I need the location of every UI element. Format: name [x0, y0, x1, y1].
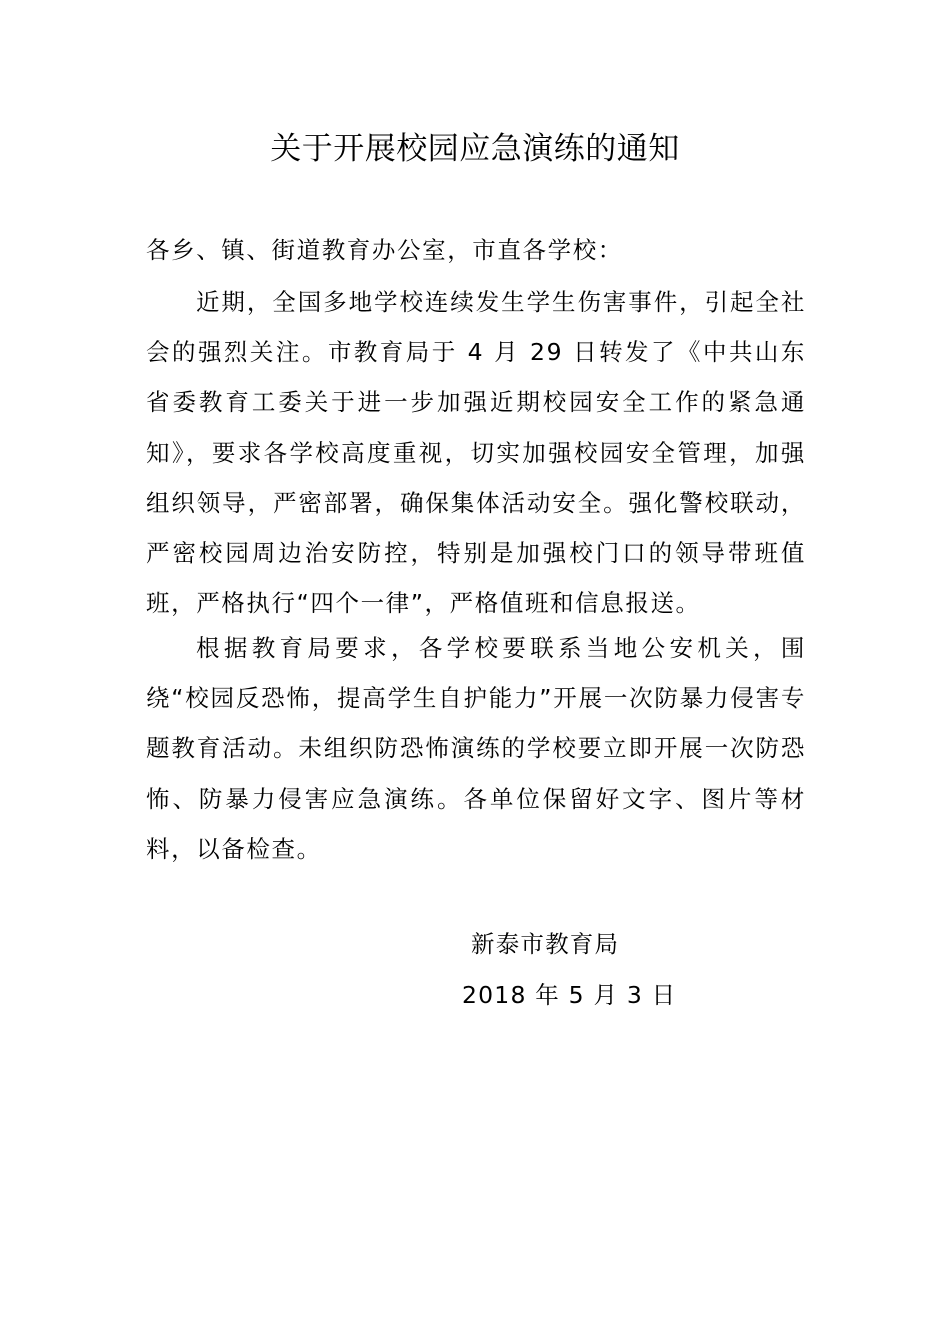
body-paragraph-2: 根据教育局要求，各学校要联系当地公安机关，围绕“校园反恐怖，提高学生自护能力”开展一次防暴力侵害专题教育活动。未组织防恐怖演练的学校要立即开展一次防恐怖、防暴力侵害应急演练。各单位保留好文字、图片等材料，以备检查。 — [146, 634, 806, 863]
salutation: 各乡、镇、街道教育办公室，市直各学校： — [146, 236, 623, 264]
body-paragraph-1: 近期，全国多地学校连续发生学生伤害事件，引起全社会的强烈关注。市教育局于 4 月 29 日转发了《中共山东省委教育工委关于进一步加强近期校园安全工作的紧急通知》，要求各学校高度重视，切实加强校园安全管理，加强组织领导，严密部署，确保集体活动安全。强化警校联动，严密校园周边治安防控，特别是加强校门口的领导带班值班，严格执行“四个一律”，严格值班和信息报送。 — [146, 288, 806, 618]
signature-date: 2018 年 5 月 3 日 — [462, 981, 677, 1009]
document-title: 关于开展校园应急演练的通知 — [270, 131, 680, 167]
signature-organization: 新泰市教育局 — [471, 930, 620, 958]
